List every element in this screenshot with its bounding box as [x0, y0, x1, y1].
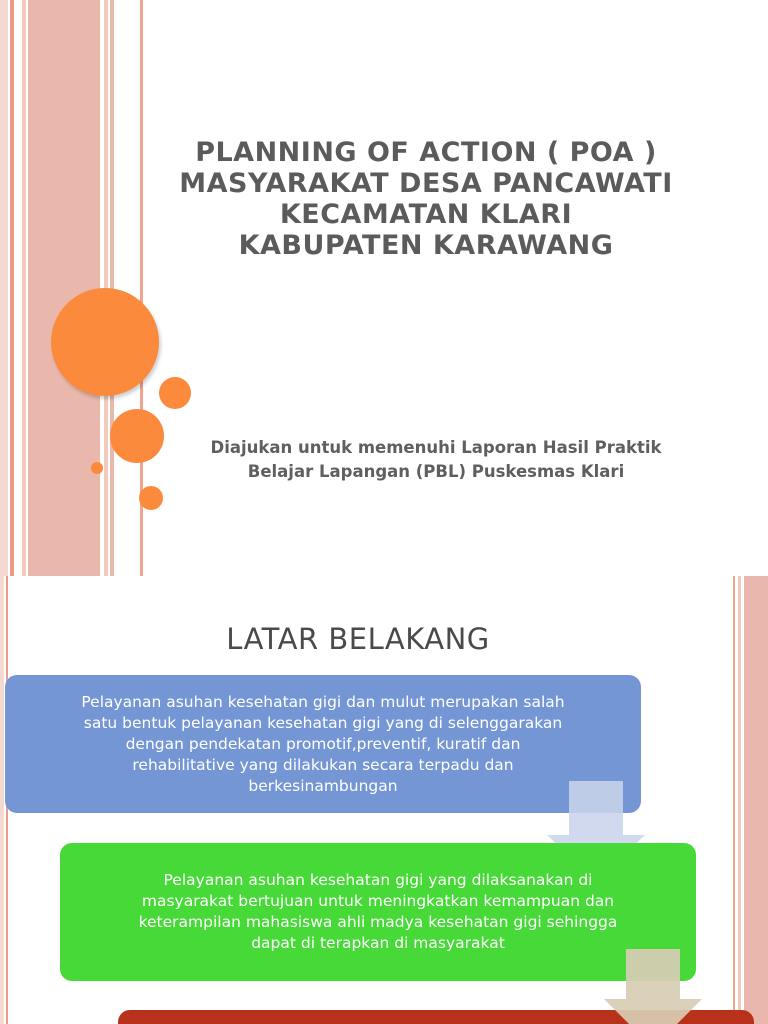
decor-stripe [738, 576, 741, 1024]
down-arrow-icon [604, 949, 702, 1024]
slide-subtitle-line: Belajar Lapangan (PBL) Puskesmas Klari [247, 462, 625, 481]
box-text-line: masyarakat bertujuan untuk meningkatkan kemampuan dan [141, 892, 615, 910]
decor-circle [159, 377, 191, 409]
decor-stripe [22, 0, 26, 576]
slide-title-line: PLANNING OF ACTION ( POA ) [195, 137, 657, 168]
box-text-line: rehabilitative yang dilakukan secara terpadu dan [132, 755, 514, 774]
box-text-line: Pelayanan asuhan kesehatan gigi yang dilaksanakan di [163, 871, 593, 889]
process-box-1 [5, 675, 641, 813]
box-text-line: Pelayanan asuhan kesehatan gigi dan mulut merupakan salah [81, 692, 565, 711]
slide-title [150, 137, 702, 261]
slide-title-line: MASYARAKAT DESA PANCAWATI [179, 168, 673, 199]
decor-stripe [0, 0, 8, 576]
decor-stripe [10, 0, 14, 576]
section-heading: LATAR BELAKANG [226, 622, 490, 656]
decor-stripe [28, 0, 100, 576]
background-slide [0, 576, 768, 1024]
process-box-2 [60, 843, 696, 981]
slide-title-line: KABUPATEN KARAWANG [238, 230, 614, 261]
slide-subtitle-line: Diajukan untuk memenuhi Laporan Hasil Praktik [210, 438, 662, 457]
box-text-line: dapat di terapkan di masyarakat [251, 934, 505, 952]
box-text-line: satu bentuk pelayanan kesehatan gigi yang di selenggarakan [83, 713, 563, 732]
decor-stripe [744, 576, 768, 1024]
decor-circle [139, 486, 163, 510]
box-text-line: berkesinambungan [248, 776, 398, 795]
decor-circle [91, 462, 103, 474]
slide-title-line: KECAMATAN KLARI [279, 199, 573, 230]
box-text-line: dengan pendekatan promotif,preventif, kuratif dan [125, 734, 521, 753]
box-text-line: keterampilan mahasiswa ahli madya kesehatan gigi sehingga [138, 913, 618, 931]
decor-stripe [733, 576, 735, 1024]
slide-subtitle [160, 436, 712, 484]
decor-circle-large [51, 288, 159, 396]
decor-circle [110, 409, 164, 463]
